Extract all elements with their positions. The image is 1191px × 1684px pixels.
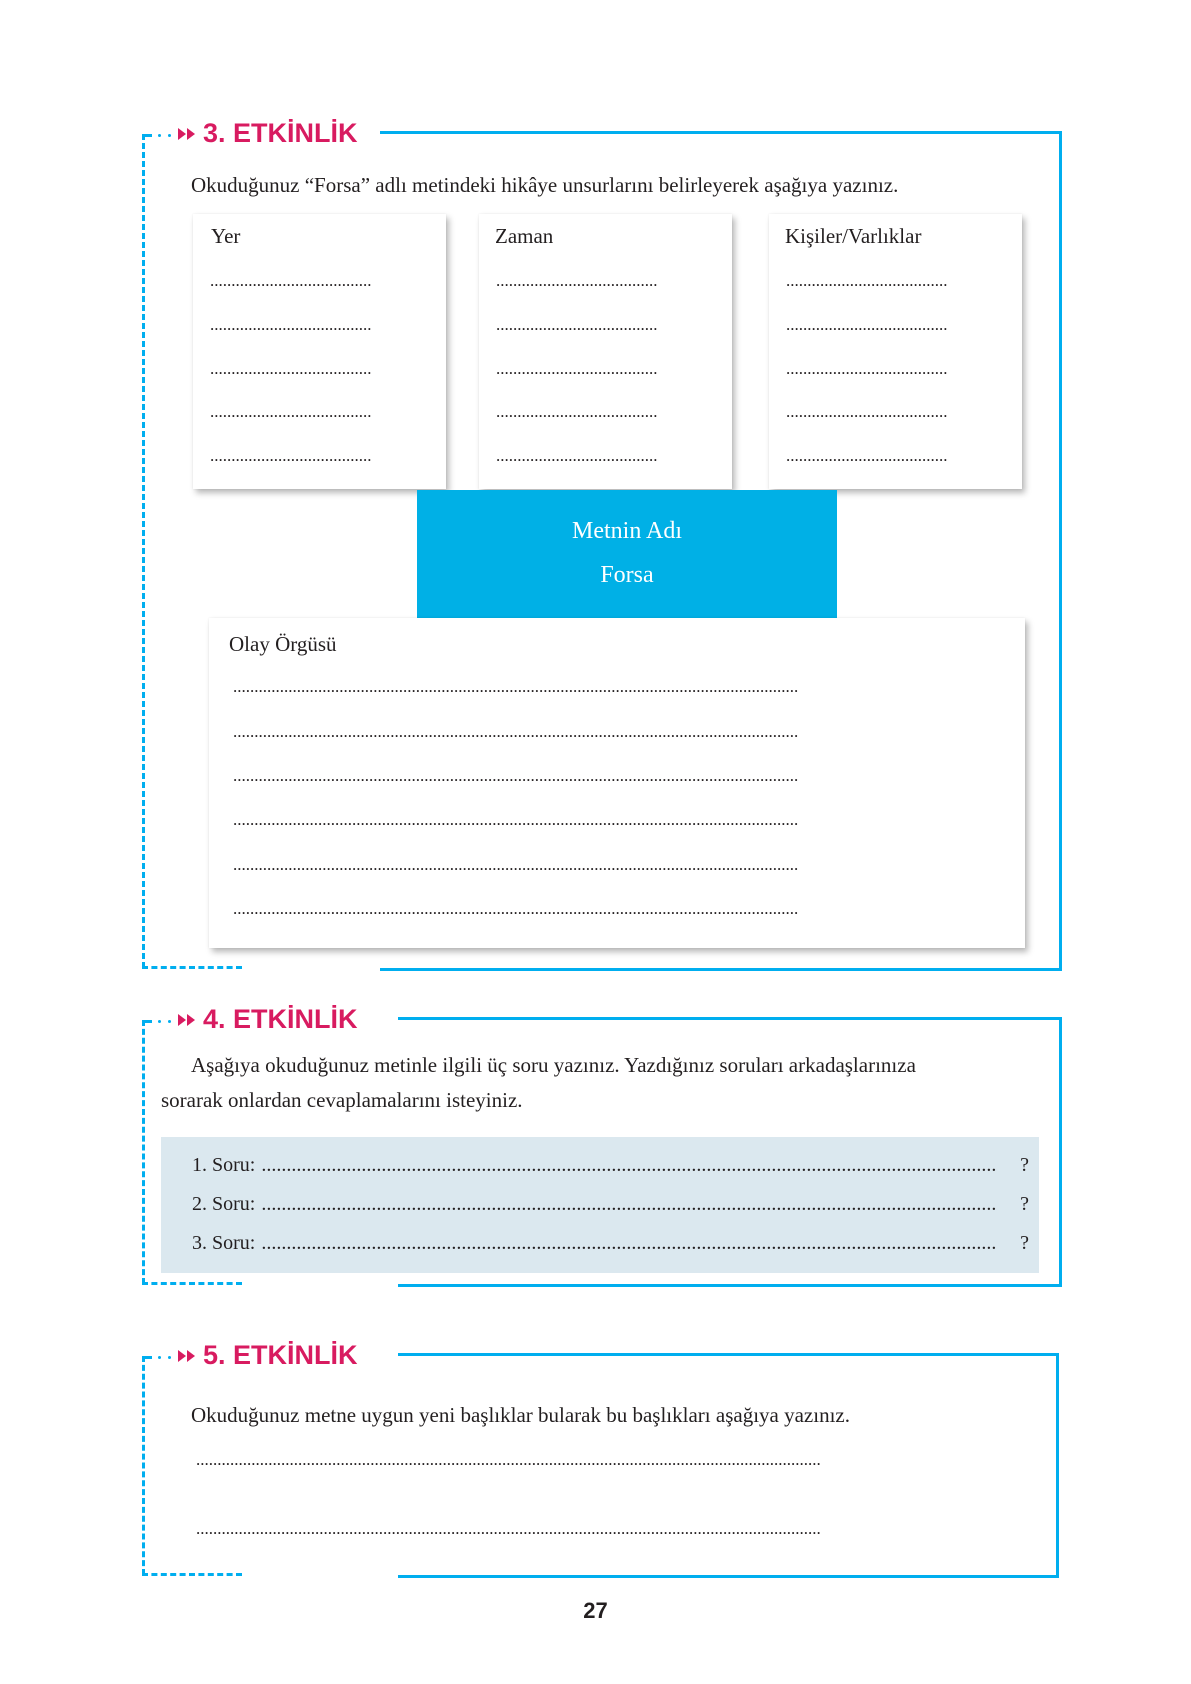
- answer-line[interactable]: ......................................: [210, 271, 372, 290]
- answer-line[interactable]: ......................................: [496, 271, 658, 290]
- answer-line[interactable]: ...................................................................................................................................................: [196, 1450, 821, 1469]
- answer-line[interactable]: ......................................: [786, 315, 948, 334]
- page-number: 27: [583, 1598, 608, 1623]
- double-arrow-icon: [178, 128, 195, 140]
- activity-5-title: 5. ETKİNLİK: [178, 1340, 368, 1371]
- answer-line[interactable]: ......................................: [210, 315, 372, 334]
- answer-line[interactable]: ......................................: [496, 446, 658, 465]
- text-title-value: Forsa: [600, 562, 654, 588]
- answer-line[interactable]: .....................................................................................................................................: [233, 722, 799, 741]
- answer-line[interactable]: ......................................: [210, 402, 372, 421]
- answer-line[interactable]: .....................................................................................................................................: [233, 810, 799, 829]
- activity-4-title: 4. ETKİNLİK: [178, 1004, 368, 1035]
- question-row[interactable]: 1. Soru: ................................................................................................................................................... ?: [192, 1154, 1029, 1176]
- questions-panel: [161, 1137, 1039, 1273]
- activity-4-instruction-line1: Aşağıya okuduğunuz metinle ilgili üç soru yazınız. Yazdığınız soruları arkadaşlarınıza: [191, 1053, 916, 1077]
- question-row[interactable]: 2. Soru: ................................................................................................................................................... ?: [192, 1193, 1029, 1215]
- answer-line[interactable]: ......................................: [786, 271, 948, 290]
- card-label: Yer: [211, 224, 241, 248]
- answer-line[interactable]: .....................................................................................................................................: [233, 855, 799, 874]
- card-time: [479, 214, 732, 489]
- card-place: [193, 214, 446, 489]
- card-label: Olay Örgüsü: [229, 632, 337, 656]
- answer-line[interactable]: ...................................................................................................................................................: [196, 1519, 821, 1538]
- card-plot: [209, 618, 1025, 948]
- text-title-label: Metnin Adı: [571, 518, 682, 544]
- answer-line[interactable]: ......................................: [786, 446, 948, 465]
- answer-line[interactable]: ......................................: [210, 359, 372, 378]
- card-characters: [769, 214, 1022, 489]
- answer-line[interactable]: .....................................................................................................................................: [233, 677, 799, 696]
- activity-4-instruction-line2: sorarak onlardan cevaplamalarını isteyiniz.: [161, 1088, 523, 1112]
- answer-line[interactable]: ......................................: [496, 402, 658, 421]
- card-label: Zaman: [495, 224, 554, 248]
- answer-line[interactable]: ......................................: [496, 315, 658, 334]
- answer-line[interactable]: .....................................................................................................................................: [233, 899, 799, 918]
- card-label: Kişiler/Varlıklar: [785, 224, 922, 248]
- double-arrow-icon: [178, 1350, 195, 1362]
- double-arrow-icon: [178, 1014, 195, 1026]
- text-title-box: [417, 490, 837, 618]
- answer-line[interactable]: ......................................: [210, 446, 372, 465]
- answer-line[interactable]: ......................................: [786, 402, 948, 421]
- activity-3-instruction: Okuduğunuz “Forsa” adlı metindeki hikâye unsurlarını belirleyerek aşağıya yazınız.: [191, 173, 899, 197]
- question-row[interactable]: 3. Soru: ................................................................................................................................................... ?: [192, 1232, 1029, 1254]
- answer-line[interactable]: ......................................: [496, 359, 658, 378]
- activity-5-instruction: Okuduğunuz metne uygun yeni başlıklar bularak bu başlıkları aşağıya yazınız.: [191, 1403, 850, 1427]
- answer-line[interactable]: .....................................................................................................................................: [233, 766, 799, 785]
- activity-3-title: 3. ETKİNLİK: [178, 118, 368, 149]
- answer-line[interactable]: ......................................: [786, 359, 948, 378]
